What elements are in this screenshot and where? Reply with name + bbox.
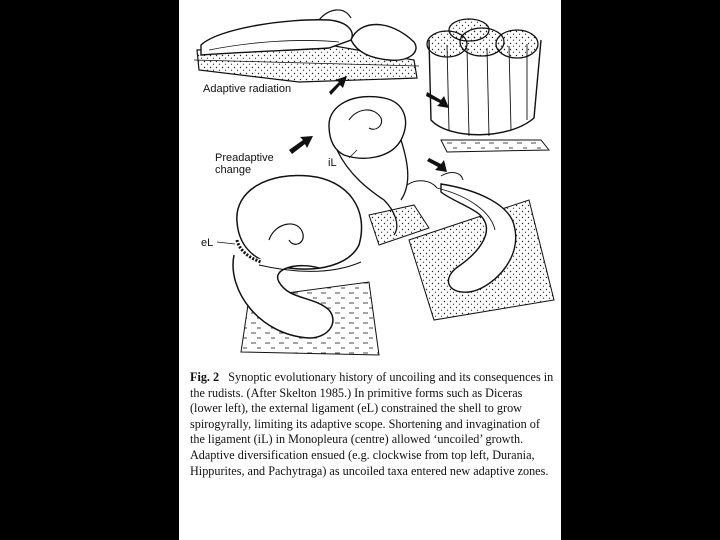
caption-text: Synoptic evolutionary history of uncoiling and its consequences in the rudists. (After Skelton 1985.) In primitive forms such as Diceras (lower left), the external ligament (eL) constrained the shell to grow spirogyrally, limiting its adaptive scope. Shortening and invagination of the ligament (iL) in Monopleura (centre) allowed ‘uncoiled’ growth. Adaptive diversification ensued (e.g. clockwise from top left, Durania, Hippurites, and Pachytraga) as uncoiled taxa entered new adaptive zones. xyxy=(190,370,554,478)
scanned-page xyxy=(179,0,561,540)
pachytraga-shell-drawing xyxy=(409,173,554,320)
hippurites-shell-drawing xyxy=(427,19,549,152)
el-label: eL xyxy=(201,237,214,249)
preadaptive-line1: Preadaptive xyxy=(215,152,274,164)
preadaptive-line2: change xyxy=(215,164,252,176)
rudist-evolution-figure xyxy=(179,0,561,365)
preadaptive-change-label xyxy=(215,152,274,176)
il-label: iL xyxy=(328,157,337,169)
el-leader-line xyxy=(217,242,235,244)
figure-number: Fig. 2 xyxy=(190,370,220,384)
figure-caption xyxy=(190,370,556,479)
diceras-shell-drawing xyxy=(233,175,379,355)
durania-shell-drawing xyxy=(194,10,419,82)
adaptive-radiation-label: Adaptive radiation xyxy=(203,83,292,95)
